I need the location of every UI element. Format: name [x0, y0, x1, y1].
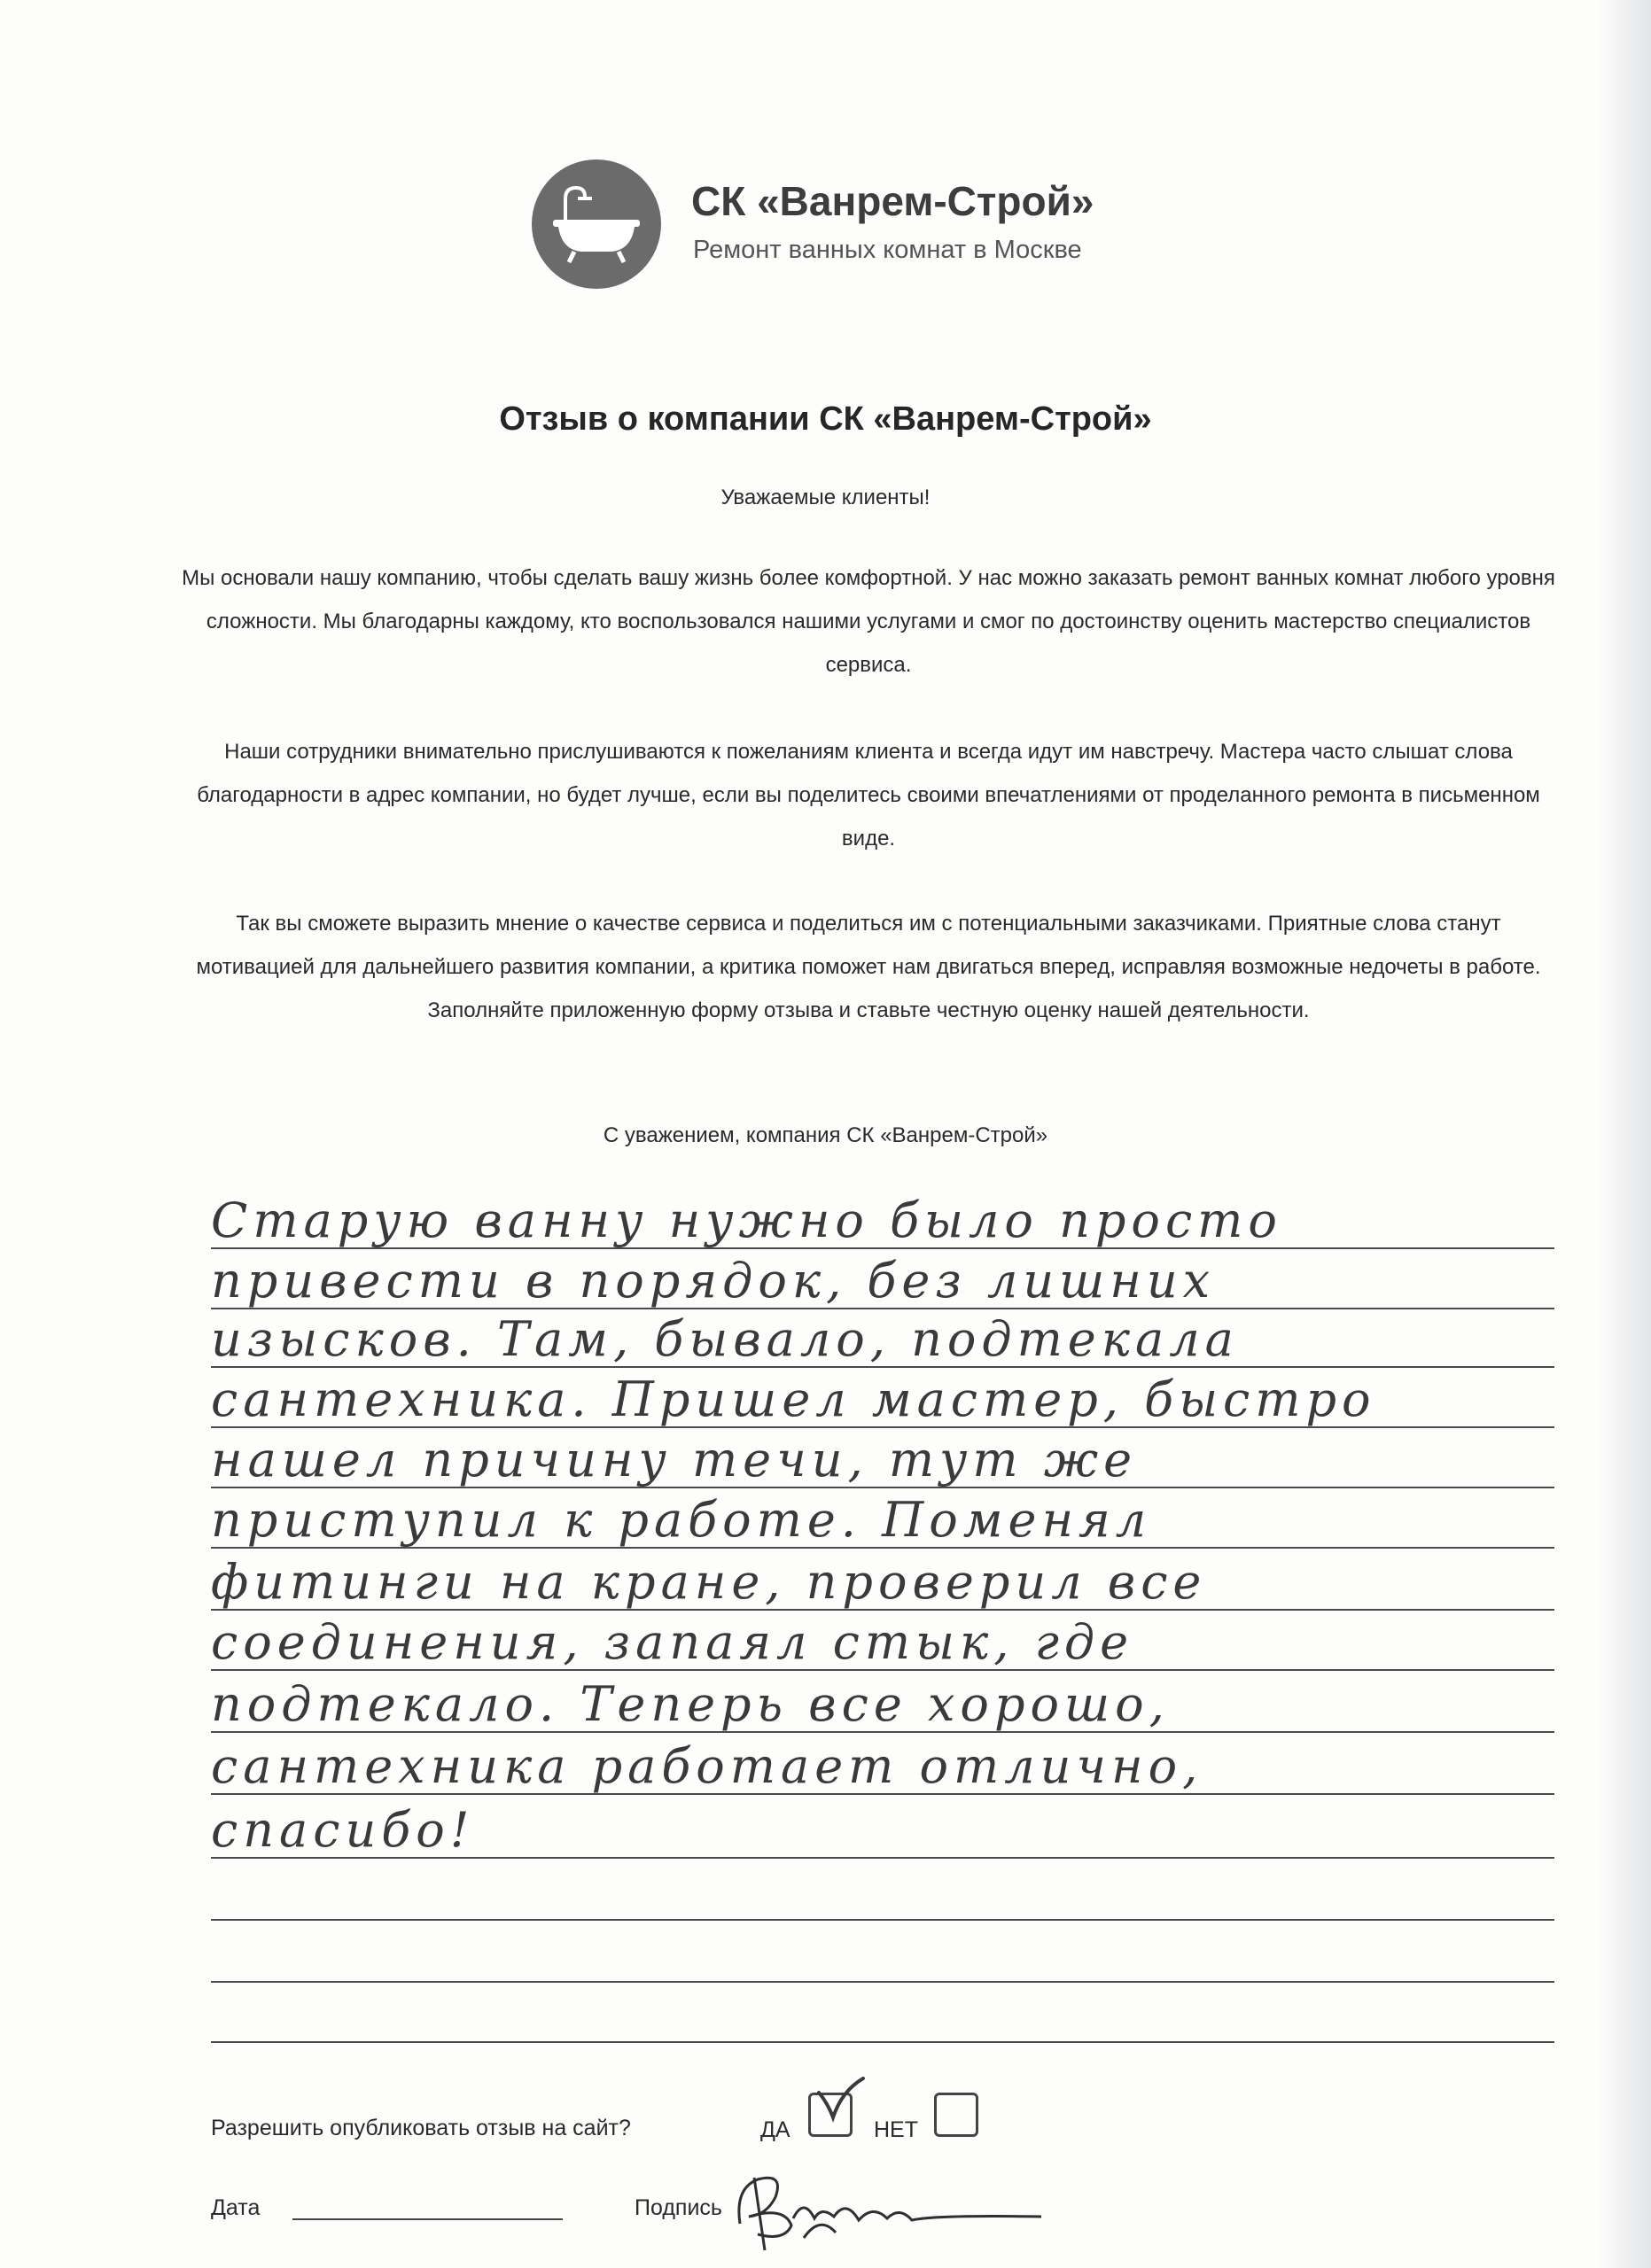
company-tagline: Ремонт ванных комнат в Москве — [693, 236, 1082, 264]
review-rule — [211, 1981, 1554, 1983]
review-rule — [211, 2041, 1554, 2043]
document-title: Отзыв о компании СК «Ванрем-Строй» — [499, 400, 1152, 438]
review-line: приступил к работе. Поменял — [211, 1492, 1152, 1548]
review-line: привести в порядок, без лишних — [211, 1253, 1216, 1309]
bathtub-icon — [549, 179, 643, 268]
review-line: соединения, запаял стык, где — [211, 1614, 1134, 1670]
review-line: нашел причину течи, тут же — [211, 1432, 1138, 1487]
company-name: СК «Ванрем-Строй» — [691, 178, 1094, 224]
greeting: Уважаемые клиенты! — [720, 485, 931, 509]
review-line: изысков. Там, бывало, подтекала — [211, 1311, 1239, 1367]
intro-paragraph-2: Наши сотрудники внимательно прислушиваются к пожеланиям клиента и всегда идут им навстречу. Мастера часто слышат слова благодарности в адрес компании, но будет лучше, если вы поделитесь своими впечатлениями от проделанного ремонта в письменном виде. — [197, 740, 1540, 850]
yes-label: ДА — [760, 2117, 790, 2142]
review-line: подтекало. Теперь все хорошо, — [211, 1676, 1170, 1732]
review-line: спасибо! — [211, 1802, 475, 1858]
logo-circle — [532, 159, 661, 289]
review-rule — [211, 1919, 1554, 1921]
signature-mark — [722, 2153, 1059, 2259]
review-line: сантехника работает отлично, — [211, 1738, 1203, 1794]
checkmark-icon — [812, 2073, 874, 2135]
company-logo — [532, 159, 1152, 292]
date-label: Дата — [211, 2195, 261, 2220]
intro-paragraph-1: Мы основали нашу компанию, чтобы сделать вашу жизнь более комфортной. У нас можно заказать ремонт ванных комнат любого уровня сложности. Мы благодарны каждому, кто воспользовался нашими услугами и смог по достоинству оценить мастерство специалистов сервиса. — [182, 566, 1555, 677]
sign-off: С уважением, компания СК «Ванрем-Строй» — [603, 1123, 1048, 1147]
no-checkbox[interactable] — [934, 2093, 978, 2137]
publish-question: Разрешить опубликовать отзыв на сайт? — [211, 2116, 631, 2140]
date-field[interactable] — [292, 2218, 563, 2220]
review-line: сантехника. Пришел мастер, быстро — [211, 1371, 1376, 1427]
review-line: фитинги на кране, проверил все — [211, 1554, 1207, 1610]
no-label: НЕТ — [874, 2117, 918, 2142]
review-line: Старую ванну нужно было просто — [211, 1192, 1282, 1248]
intro-paragraph-3: Так вы сможете выразить мнение о качестве сервиса и поделиться им с потенциальными заказчиками. Приятные слова станут мотивацией для дальнейшего развития компании, а критика поможет нам двигаться вперед, исправляя возможные недочеты в работе. Заполняйте приложенную форму отзыва и ставьте честную оценку нашей деятельности. — [196, 912, 1541, 1022]
signature-label: Подпись — [635, 2195, 722, 2220]
